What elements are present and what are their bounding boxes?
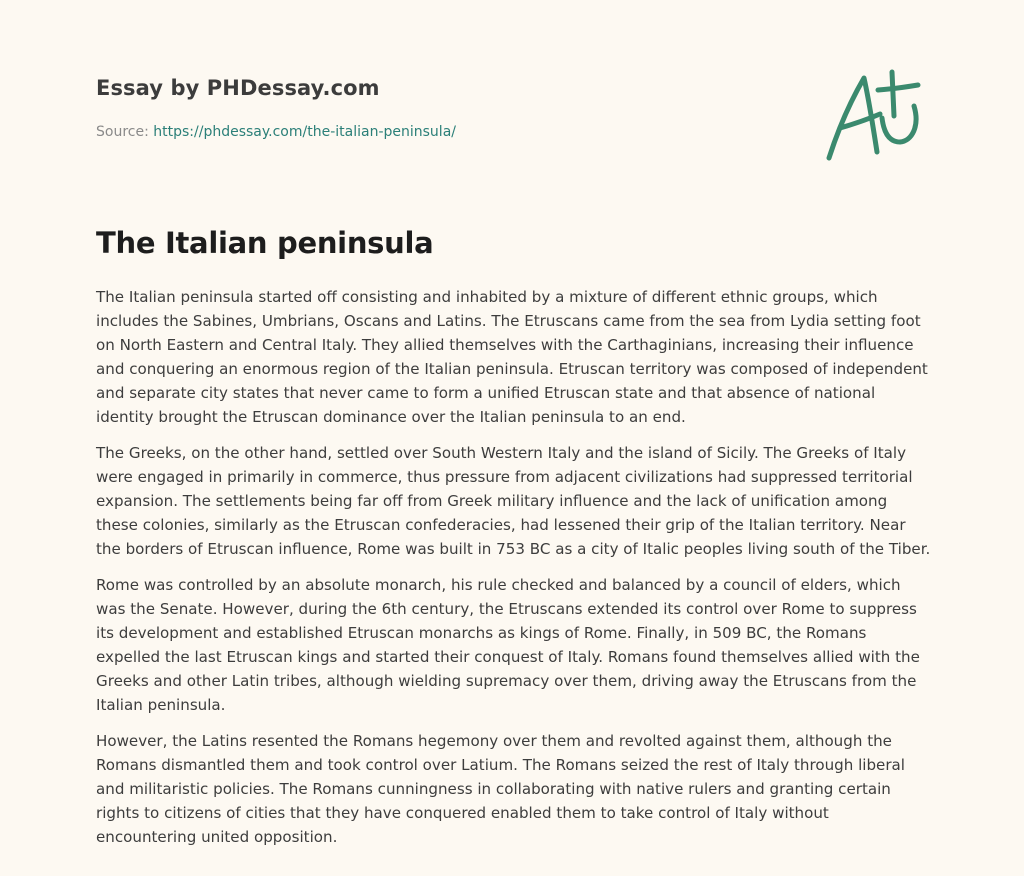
- article-body: [96, 285, 932, 861]
- source-link[interactable]: https://phdessay.com/the-italian-peninsula/: [153, 124, 456, 140]
- paragraph-2: The Greeks, on the other hand, settled over South Western Italy and the island of Sicily. The Greeks of Italy were engaged in primarily in commerce, thus pressure from adjacent civilizations had suppressed territorial expansion. The settlements being far off from Greek military influence and the lack of unification among these colonies, similarly as the Etruscan confederacies, had lessened their grip of the Italian territory. Near the borders of Etruscan influence, Rome was built in 753 BC as a city of Italic peoples living south of the Tiber.: [96, 444, 931, 558]
- source-label: Source:: [96, 124, 154, 140]
- paragraph-4: However, the Latins resented the Romans hegemony over them and revolted against them, although the Romans dismantled them and took control over Latium. The Romans seized the rest of Italy through liberal and militaristic policies. The Romans cunningness in collaborating with native rulers and granting certain rights to citizens of cities that they have conquered enabled them to take control of Italy without encountering united opposition.: [96, 732, 905, 846]
- source-line: [96, 124, 456, 140]
- a-plus-logo-icon: [820, 68, 928, 164]
- paragraph-3: Rome was controlled by an absolute monarch, his rule checked and balanced by a council of elders, which was the Senate. However, during the 6th century, the Etruscans extended its control over Rome to suppress its development and established Etruscan monarchs as kings of Rome. Finally, in 509 BC, the Romans expelled the last Etruscan kings and started their conquest of Italy. Romans found themselves allied with the Greeks and other Latin tribes, although wielding supremacy over them, driving away the Etruscans from the Italian peninsula.: [96, 576, 920, 714]
- paragraph-1: The Italian peninsula started off consisting and inhabited by a mixture of different ethnic groups, which includes the Sabines, Umbrians, Oscans and Latins. The Etruscans came from the sea from Lydia setting foot on North Eastern and Central Italy. They allied themselves with the Carthaginians, increasing their influence and conquering an enormous region of the Italian peninsula. Etruscan territory was composed of independent and separate city states that never came to form a unified Etruscan state and that absence of national identity brought the Etruscan dominance over the Italian peninsula to an end.: [96, 288, 928, 426]
- header-brand: Essay by PHDessay.com: [96, 76, 380, 100]
- page-title: The Italian peninsula: [96, 226, 434, 260]
